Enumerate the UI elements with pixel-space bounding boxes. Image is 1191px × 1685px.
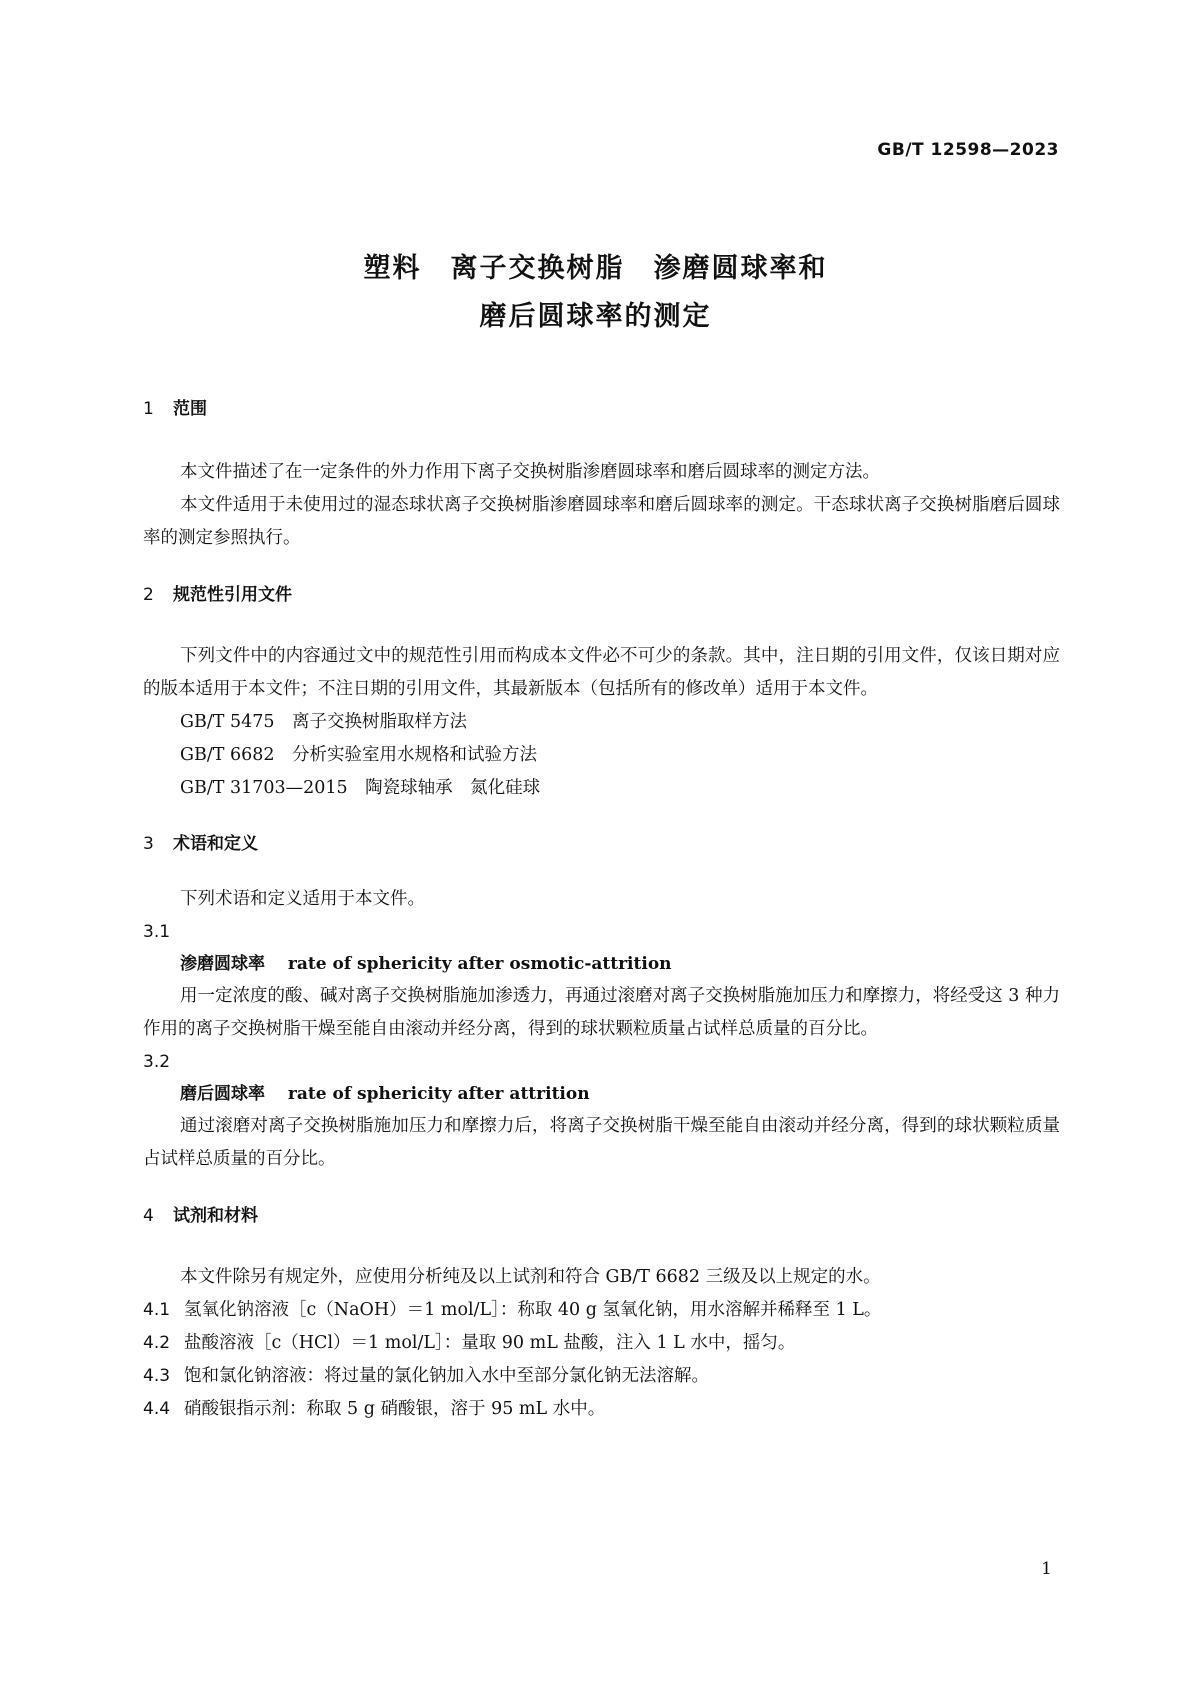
term-number: 3.2 bbox=[143, 1052, 171, 1072]
section-number: 2 bbox=[143, 585, 154, 605]
term-chinese: 磨后圆球率 bbox=[180, 1084, 265, 1104]
term-definition: 通过滚磨对离子交换树脂施加压力和摩擦力后，将离子交换树脂干燥至能自由滚动并经分离，得到的球状颗粒质量占试样总质量的百分比。 bbox=[143, 1116, 1060, 1169]
section-4-heading bbox=[143, 1203, 1060, 1229]
section-title: 范围 bbox=[173, 399, 207, 419]
reagent-item bbox=[143, 1327, 1060, 1360]
normative-reference: GB/T 6682 分析实验室用水规格和试验方法 bbox=[180, 745, 538, 765]
section-2-heading bbox=[143, 582, 1060, 608]
paragraph: 本文件适用于未使用过的湿态球状离子交换树脂渗磨圆球率和磨后圆球率的测定。干态球状离子交换树脂磨后圆球率的测定参照执行。 bbox=[143, 495, 1060, 548]
normative-reference: GB/T 5475 离子交换树脂取样方法 bbox=[180, 712, 468, 732]
term-definition: 用一定浓度的酸、碱对离子交换树脂施加渗透力，再通过滚磨对离子交换树脂施加压力和摩擦力，将经受这 3 种力作用的离子交换树脂干燥至能自由滚动并经分离，得到的球状颗粒质量占试样总质量的百分比。 bbox=[143, 986, 1060, 1039]
term-english: rate of sphericity after attrition bbox=[287, 1084, 590, 1104]
section-number: 1 bbox=[143, 399, 154, 419]
term-english: rate of sphericity after osmotic-attrition bbox=[287, 954, 672, 974]
section-title: 规范性引用文件 bbox=[173, 585, 292, 605]
item-number: 4.4 bbox=[143, 1399, 171, 1419]
page-number: 1 bbox=[1041, 1559, 1052, 1579]
section-number: 4 bbox=[143, 1206, 154, 1226]
reagent-item bbox=[143, 1294, 1060, 1327]
normative-reference: GB/T 31703—2015 陶瓷球轴承 氮化硅球 bbox=[180, 778, 541, 798]
section-3-heading bbox=[143, 831, 1060, 857]
item-text: 氢氧化钠溶液［c（NaOH）＝1 mol/L］：称取 40 g 氢氧化钠，用水溶解并稀释至 1 L。 bbox=[184, 1300, 882, 1320]
reagent-item bbox=[143, 1360, 1060, 1393]
term-heading bbox=[143, 948, 1060, 980]
reagent-item bbox=[143, 1393, 1060, 1426]
section-title: 试剂和材料 bbox=[173, 1206, 258, 1226]
document-title-line-2: 磨后圆球率的测定 bbox=[479, 301, 712, 332]
term-chinese: 渗磨圆球率 bbox=[180, 954, 265, 974]
item-number: 4.2 bbox=[143, 1333, 171, 1353]
item-text: 盐酸溶液［c（HCl）＝1 mol/L］：量取 90 mL 盐酸，注入 1 L 水中，摇匀。 bbox=[184, 1333, 796, 1353]
paragraph: 下列文件中的内容通过文中的规范性引用而构成本文件必不可少的条款。其中，注日期的引用文件，仅该日期对应的版本适用于本文件；不注日期的引用文件，其最新版本（包括所有的修改单）适用于本文件。 bbox=[143, 646, 1060, 699]
paragraph: 本文件描述了在一定条件的外力作用下离子交换树脂渗磨圆球率和磨后圆球率的测定方法。 bbox=[180, 462, 880, 482]
standard-code: GB/T 12598—2023 bbox=[877, 140, 1059, 160]
item-number: 4.1 bbox=[143, 1300, 171, 1320]
document-body bbox=[143, 396, 1060, 1426]
term-heading bbox=[143, 1078, 1060, 1110]
section-1-heading bbox=[143, 396, 1060, 422]
section-number: 3 bbox=[143, 834, 154, 854]
term-number: 3.1 bbox=[143, 922, 171, 942]
item-number: 4.3 bbox=[143, 1366, 171, 1386]
paragraph: 下列术语和定义适用于本文件。 bbox=[180, 889, 425, 909]
document-title-line-1: 塑料 离子交换树脂 渗磨圆球率和 bbox=[363, 253, 828, 284]
paragraph: 本文件除另有规定外，应使用分析纯及以上试剂和符合 GB/T 6682 三级及以上规定的水。 bbox=[180, 1267, 881, 1287]
item-text: 饱和氯化钠溶液：将过量的氯化钠加入水中至部分氯化钠无法溶解。 bbox=[184, 1366, 709, 1386]
item-text: 硝酸银指示剂：称取 5 g 硝酸银，溶于 95 mL 水中。 bbox=[184, 1399, 606, 1419]
section-title: 术语和定义 bbox=[173, 834, 258, 854]
